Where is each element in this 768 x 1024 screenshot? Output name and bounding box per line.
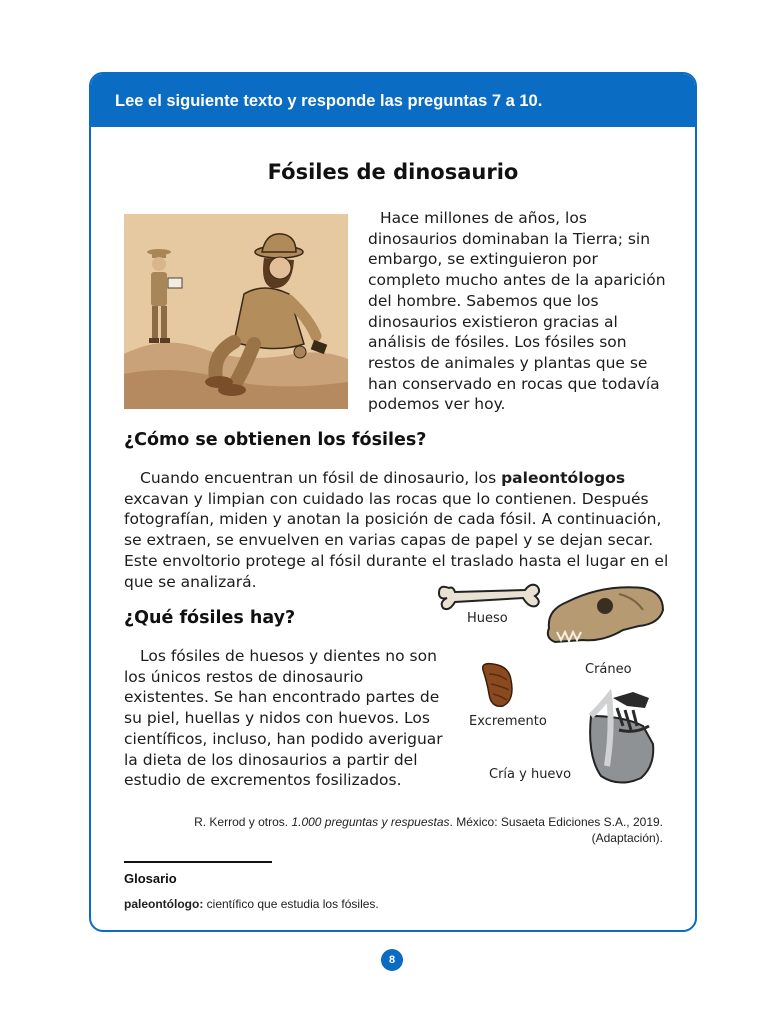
glossary-divider bbox=[124, 861, 272, 863]
paleontologists-drawing bbox=[124, 214, 348, 409]
glossary-term-definition: científico que estudia los fósiles. bbox=[203, 897, 379, 911]
skull-label: Cráneo bbox=[585, 662, 632, 677]
reference-publisher: . México: Susaeta Ediciones S.A., 2019. bbox=[449, 815, 663, 829]
egg-hatchling-fossil-icon bbox=[583, 686, 663, 786]
glossary-term: paleontólogo: bbox=[124, 897, 204, 911]
bone-label: Hueso bbox=[467, 611, 508, 626]
reference-note: (Adaptación). bbox=[591, 831, 663, 845]
dung-fossil-icon bbox=[479, 660, 517, 708]
glossary-title: Glosario bbox=[124, 871, 177, 886]
skull-fossil-icon bbox=[543, 580, 667, 650]
paleontologists-term: paleontólogos bbox=[501, 469, 626, 487]
page-number-badge: 8 bbox=[381, 949, 403, 971]
how-text-after: excavan y limpian con cuidado las rocas que lo contienen. Después fotografían, miden y anotan la posición de cada fósil. A continuación, se extraen, se envuelven en varias capas de papel y se dejan secar. Este envoltorio protege al fósil durante el traslado hasta el lugar en el que se analizará. bbox=[124, 489, 669, 591]
paleontologists-illustration bbox=[124, 214, 348, 409]
glossary-definition bbox=[124, 897, 379, 911]
reference-authors: R. Kerrod y otros. bbox=[194, 815, 292, 829]
how-text-before: Cuando encuentran un fósil de dinosaurio, los bbox=[140, 469, 502, 487]
section-heading-types: ¿Qué fósiles hay? bbox=[124, 608, 296, 628]
egg-label: Cría y huevo bbox=[489, 767, 572, 782]
types-paragraph: Los fósiles de huesos y dientes no son los únicos restos de dinosaurio existentes. Se han encontrado partes de su piel, huellas y nidos con huevos. Los científicos, incluso, han podido averiguar la dieta de los dinosaurios a partir del estudio de excrementos fosilizados. bbox=[124, 647, 443, 790]
section-heading-how: ¿Cómo se obtienen los fósiles? bbox=[124, 430, 427, 450]
bone-fossil-icon bbox=[435, 580, 543, 612]
instruction-banner: Lee el siguiente texto y responde las preguntas 7 a 10. bbox=[91, 74, 695, 127]
reference-book-title: 1.000 preguntas y respuestas bbox=[291, 815, 450, 829]
reading-card bbox=[89, 72, 697, 932]
page-title: Fósiles de dinosaurio bbox=[267, 160, 519, 184]
how-paragraph bbox=[124, 468, 672, 592]
dung-label: Excremento bbox=[469, 714, 547, 729]
source-reference bbox=[161, 814, 663, 846]
intro-paragraph: Hace millones de años, los dinosaurios dominaban la Tierra; sin embargo, se extinguieron por completo mucho antes de la aparición del hombre. Sabemos que los dinosaurios existieron gracias al análisis de fósiles. Los fósiles son restos de animales y plantas que se han conservado en rocas que todavía podemos ver hoy. bbox=[368, 209, 666, 414]
